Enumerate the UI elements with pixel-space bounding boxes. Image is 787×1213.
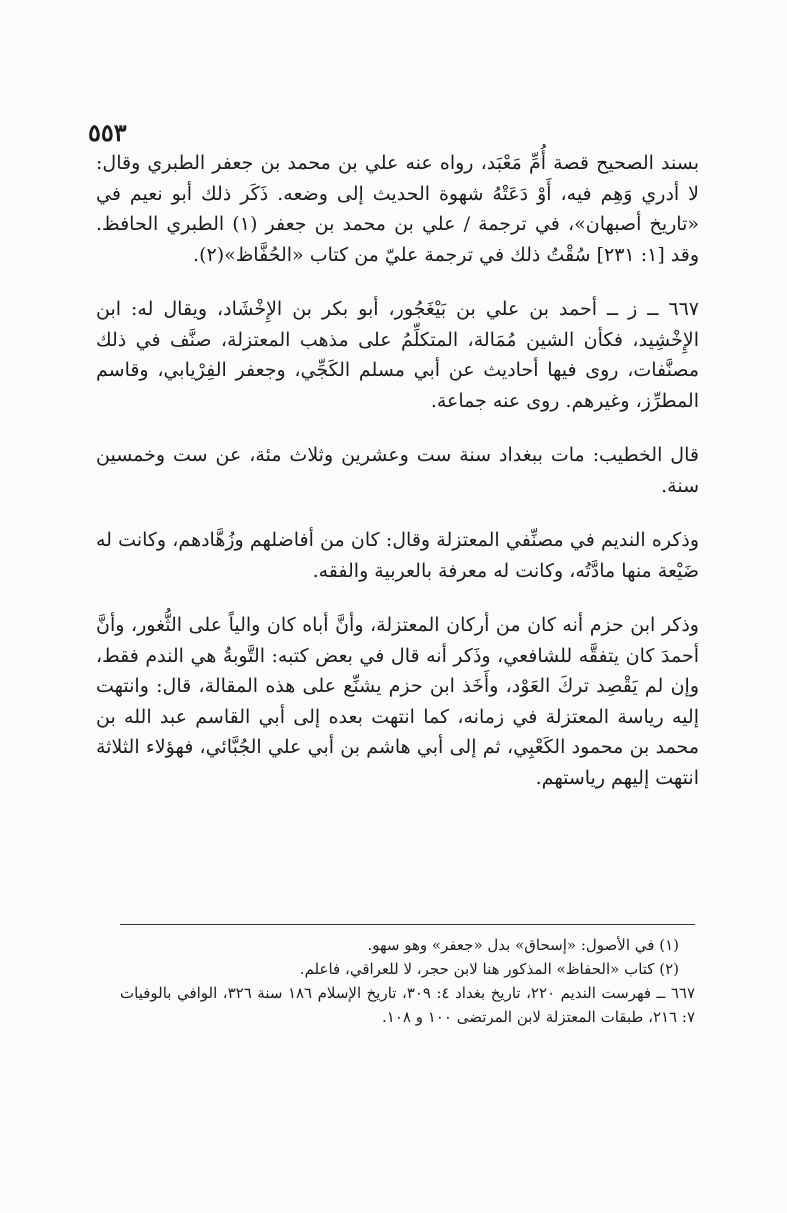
footnotes [120,924,695,1029]
paragraph-ibn-hazm: وذكر ابن حزم أنه كان من أركان المعتزلة، وأنَّ أباه كان والياً على الثُّغور، وأنَّ أحمدَ كان يتفقَّه للشافعي، وذَكر أنه قال في بعض كتبه: التَّوبةُ هي الندم فقط، وإن لم يَقْصِد تركَ العَوْد، وأَخَذ ابن حزم يشنِّع على هذه المقالة، قال: وانتهت إليه رياسة المعتزلة في زمانه، كما انتهت بعده إلى أبي القاسم عبد الله بن محمد بن محمود الكَعْبِي، ثم إلى أبي هاشم بن أبي علي الجُبَّائي، فهؤلاء الثلاثة انتهت إليهم رياستهم. [96,614,699,789]
footnote-sources-667: ٦٦٧ ــ فهرست النديم ٢٢٠، تاريخ بغداد ٤: ٣٠٩، تاريخ الإسلام ١٨٦ سنة ٣٢٦، الوافي بالوفيات ٧: ٢١٦، طبقات المعتزلة لابن المرتضى ١٠٠ و ١٠٨. [120,984,695,1026]
paragraph-hadith-note: بسند الصحيح قصة أُمِّ مَعْبَد، رواه عنه علي بن محمد بن جعفر الطبري وقال: لا أدري وَهِم فيه، أَوْ دَعَتْهُ شهوة الحديث إلى وضعه. ذَكَر ذلك أبو نعيم في «تاريخ أصبهان»، في ترجمة / علي بن محمد بن جعفر (١) الطبري الحافظ. وقد [١: ٢٣١] سُقْتُ ذلك في ترجمة عليّ من كتاب «الحُفَّاظ»(٢). [96,152,699,266]
paragraph-nadim: وذكره النديم في مصنِّفي المعتزلة وقال: كان من أفاضلهم وزُهَّادهم، وكانت له ضَيْعة منها مادَّتُه، وكانت له معرفة بالعربية والفقه. [96,529,699,582]
paragraph-khatib-death: قال الخطيب: مات ببغداد سنة ست وعشرين وثلاث مئة، عن ست وخمسين سنة. [96,444,699,497]
entry-667-header: ٦٦٧ ــ ز ــ أحمد بن علي بن بَيْغَجُور، أبو بكر بن الإِخْشَاد، ويقال له: ابن الإِخْشِيد، فكأن الشين مُمَالة، المتكلِّمُ على مذهب المعتزلة، صنَّف في ذلك مصنَّفات، روى فيها أحاديث عن أبي مسلم الكَجِّي، وجعفر الفِرْيابي، وقاسم المطرِّز، وغيرهم. روى عنه جماعة. [96,298,699,412]
footnote-1: (١) في الأصول: «إسحاق» بدل «جعفر» وهو سهو. [367,936,679,954]
footnote-divider [120,924,695,925]
main-text [96,148,699,793]
page-number: ٥٥٣ [88,118,127,147]
footnote-2: (٢) كتاب «الحفاظ» المذكور هنا لابن حجر، لا للعراقي، فاعلم. [299,960,679,978]
